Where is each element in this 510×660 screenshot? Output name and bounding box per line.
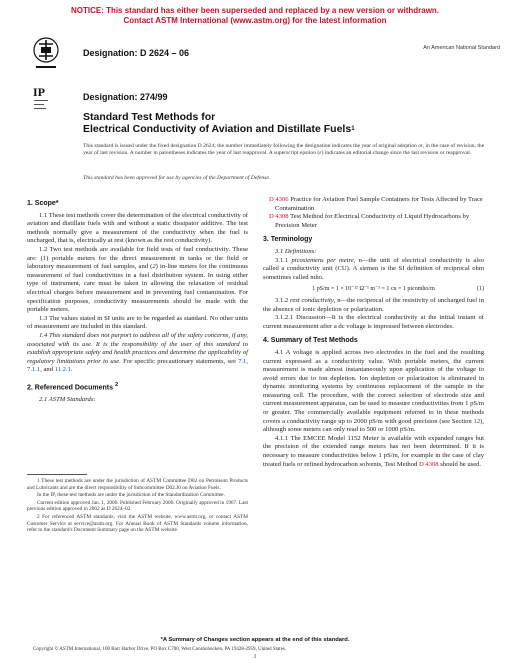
section-heading-summary: 4. Summary of Test Methods <box>263 337 358 345</box>
link-section-12[interactable]: 12 <box>473 417 481 425</box>
footnote-edition: Current edition approved Jan. 1, 2006. Published February 2006. Originally approved in 1967. Last previous edition approved in 2002 as D 2624–02. <box>27 499 248 513</box>
section-heading-references: 2. Referenced Documents $^2$ <box>27 381 119 392</box>
national-standard-label: An American National Standard <box>423 45 500 51</box>
copyright: Copyright © ASTM International, 100 Barr Harbor Drive, PO Box C700, West Conshohocken, PA 19428-2959, United States. <box>33 647 287 652</box>
paragraph-1-3: 1.3 The values stated in SI units are to be regarded as standard. No other units of measurement are included in this standard. <box>27 314 248 331</box>
astm-logo-icon <box>33 36 59 74</box>
notice-line-1: NOTICE: This standard has either been superseded and replaced by a new version or withdrawn. <box>70 6 440 15</box>
link-d4308-inline[interactable]: D 4308 <box>418 460 439 468</box>
footnote-divider <box>27 474 87 475</box>
footnote-ip: In the IP, these test methods are under the jurisdiction of the Standardization Committee. <box>37 492 225 499</box>
section-heading-terminology: 3. Terminology <box>263 236 313 244</box>
equation-1: 1 pS/m = 1 × 10⁻¹² Ω⁻¹ m⁻¹ = 1 cu = 1 picomho/m (1) <box>312 286 484 293</box>
paragraph-3-1-2-1: 3.1.2.1 Discussion—It is the electrical conductivity at the initial instant of current measurement after a dc voltage is impressed between electrodes. <box>263 314 484 330</box>
ip-logo-icon <box>33 84 51 114</box>
title-line-2: Electrical Conductivity of Aviation and Distillate Fuels$^1$ <box>83 123 355 135</box>
link-d4308[interactable]: D 4308 <box>269 213 289 221</box>
footnotes <box>27 478 248 535</box>
reference-d4308: D 4308 Test Method for Electrical Conductivity of Liquid Hydrocarbons by Precision Meter <box>269 213 470 229</box>
reference-d4306: D 4306 Practice for Aviation Fuel Sample Containers for Tests Affected by Trace Contamination <box>269 196 483 212</box>
issuance-statement: This standard is issued under the fixed designation D 2624; the number immediately following the designation indicates the year of original adoption or, in the case of revision, the year of last revision. A number in parentheses indicates the year of last reapproval. A superscript epsilon (ε) indicates an editorial change since the last revision or reapproval. <box>83 143 485 156</box>
footnote-1: 1 These test methods are under the jurisdiction of ASTM Committee D02 on Petroleum Products and Lubricants and are the direct responsibility of Subcommittee D02.J0 on Aviation Fuels. <box>27 478 248 491</box>
section-heading-scope: 1. Scope* <box>27 200 59 207</box>
footnote-2: 2 For referenced ASTM standards, visit the ASTM website, www.astm.org, or contact ASTM Customer Service at service@astm.org. For Annual Book of ASTM Standards volume information, refer to the standard's Document Summary page on the ASTM website. <box>27 513 248 534</box>
dod-approval: This standard has been approved for use by agencies of the Department of Defense. <box>83 175 271 181</box>
link-d4306[interactable]: D 4306 <box>269 196 289 203</box>
references-footnote-ref[interactable]: 2 <box>114 381 119 388</box>
designation-ip: Designation: 274/99 <box>83 92 168 102</box>
svg-text:IP: IP <box>33 85 45 99</box>
paragraph-1-2: 1.2 Two test methods are available for field tests of fuel conductivity. These are: (1) portable meters for the direct measurement in tanks or the field or laboratory measurement of fuel samples, and (2) in-line meters for the continuous measurement of fuel conductivities in a fuel distribution system. In using either type of instrument, care must be taken in allowing the relaxation of residual electrical charges before measurement and in preventing fuel contamination. For specification purposes, conductivity measurements should be made with the portable meters. <box>27 245 249 314</box>
page-number: 1 <box>253 654 257 660</box>
link-11-2-1[interactable]: 11.2.1 <box>54 366 71 374</box>
paragraph-1-1: 1.1 These test methods cover the determination of the electrical conductivity of aviation and distillate fuels with and without a static dissipator additive. The test methods normally give a measurement of the conductivity when the fuel is uncharged, that is, electrically at rest (known as the rest conductivity). <box>27 211 248 245</box>
link-7-1[interactable]: 7.1, 7.1.1 <box>27 357 248 374</box>
withdrawal-notice <box>0 6 510 26</box>
summary-of-changes-note: *A Summary of Changes section appears at the end of this standard. <box>160 637 350 643</box>
paragraph-3-1: 3.1 Definitions: <box>275 247 317 255</box>
right-column <box>263 196 484 469</box>
paragraph-3-1-1: 3.1.1 picosiemens per metre, n—the unit of electrical conductivity is also called a conductivity unit (CU). A siemen is the SI definition of reciprocal ohm sometimes called mho. <box>263 256 484 281</box>
paragraph-1-4: 1.4 This standard does not purport to address all of the safety concerns, if any, associated with its use. It is the responsibility of the user of this standard to establish appropriate safety and health practices and determine the applicability of regulatory limitations prior to use. For specific precautionary statements, see 7.1, 7.1.1, and 11.2.1. <box>27 331 248 374</box>
reference-list <box>263 196 484 230</box>
paragraph-2-1: 2.1 ASTM Standards: <box>39 395 96 403</box>
designation: Designation: D 2624 – 06 <box>83 48 190 58</box>
title-footnote-ref[interactable]: 1 <box>351 126 355 132</box>
paragraph-4-1: 4.1 A voltage is applied across two electrodes in the fuel and the resulting current expressed as a conductivity value. With portable meters, the current measurement is made almost instantaneously upon application of the voltage to avoid errors due to ion depletion. Ion depletion or polarization is eliminated in dynamic monitoring systems by continuous replacement of the sample in the measuring cell. The procedure, with the correct selection of electrode size and current measurement apparatus, can be used to measure conductivities from 1 pS/m or greater. The commercially available equipment referred to in these methods covers a conductivity range up to 2000 pS/m with good precision (see Section 12), although some meters can only read to 500 or 1000 pS/m. <box>263 348 484 434</box>
paragraph-3-1-2: 3.1.2 rest conductivity, n—the reciprocal of the resistivity of uncharged fuel in the absence of ionic depletion or polarization. <box>263 296 484 313</box>
equation-number: (1) <box>477 286 484 293</box>
left-column <box>27 196 248 404</box>
notice-line-2: Contact ASTM International (www.astm.org) for the latest information <box>123 16 387 25</box>
title-line-1: Standard Test Methods for <box>83 111 216 123</box>
document-title <box>83 111 493 135</box>
paragraph-4-1-1: 4.1.1 The EMCEE Model 1152 Meter is available with expanded ranges but the precision of the extended range meters has not been determined. If it is necessary to measure conductivities below 1 pS/m, for example in the case of clay treated fuels or refined hydrocarbon solvents, Test Method D 4308 should be used. <box>263 434 484 468</box>
